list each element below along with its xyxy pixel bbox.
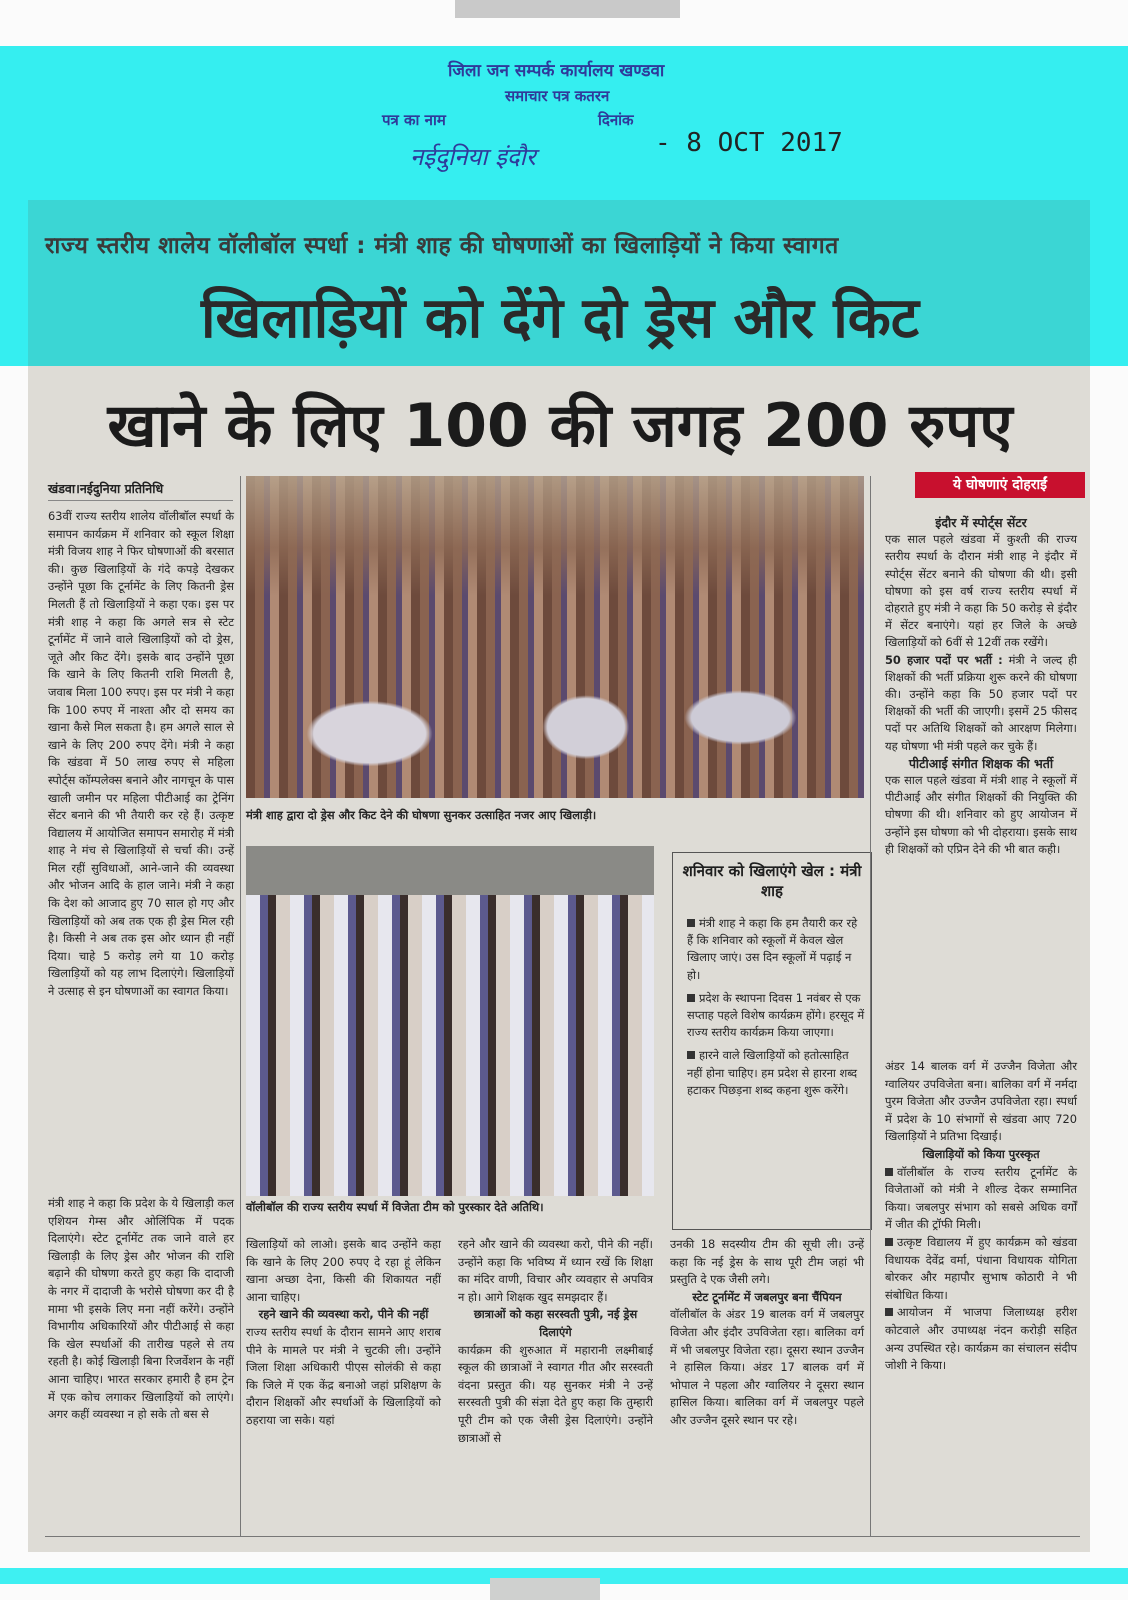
column-1-text: 63वीं राज्य स्तरीय शालेय वॉलीबॉल स्पर्धा के समापन कार्यक्रम में शनिवार को स्कूल शिक्षा मंत्री विजय शाह ने फिर घोषणाओं की बरसात की। कुछ खिलाड़ियों के गंदे कपड़े देखकर उन्होंने पूछा कि टूर्नामेंट के लिए कितनी ड्रेस मिलती हैं तो खिलाड़ियों ने कहा एक। इस पर मंत्री शाह ने कहा कि अगले सत्र से स्टेट टूर्नामेंट में जाने वाले खिलाड़ियों को दो ड्रेस, जूते और किट देंगे। इसके बाद उन्होंने पूछा कि खाने के लिए कितनी राशि मिलती है, जवाब मिला 100 रुपए। इस पर मंत्री ने कहा कि 100 रुपए में नाश्ता और दो समय का खाना कैसे मिल सकता है। हम अगले साल से खाने के लिए 200 रुपए देंगे। मंत्री ने कहा कि खंडवा में 50 लाख रुपए से महिला स्पोर्ट्स कॉम्पलेक्स बनाने और नागचून के पास खाली जमीन पर महिला पीटीआई का ट्रेनिंग सेंटर बनाने की भी तैयारी कर रहे हैं। उत्कृष्ट विद्यालय में आयोजित समापन समारोह में मंत्री शाह ने मंच से खिलाड़ियों से चर्चा की। उन्हें मिल रहीं सुविधाओं, आने-जाने की व्यवस्था और भोजन आदि के हाल जाने। मंत्री ने कहा कि देश को आजाद हुए 70 साल हो गए और खिलाड़ियों को अब तक एक ही ड्रेस मिल रही है। किसी ने अब तक इस ओर ध्यान ही नहीं दिया। चाहे 5 करोड़ लगे या 10 करोड़ खिलाड़ियों को यह लाभ दिलाएंगे। खिलाड़ियों ने उत्साह से इन घोषणाओं का स्वागत किया। — [48, 509, 234, 999]
photo-award-ceremony — [246, 846, 654, 1196]
column-4-text-b: कार्यक्रम की शुरुआत में महारानी लक्ष्मीबाई स्कूल की छात्राओं ने स्वागत गीत और सरस्वती वंदना प्रस्तुत की। यह सुनकर मंत्री ने उन्हें सरस्वती पुत्री की संज्ञा देते हुए कहा कि तुम्हारी पूरी टीम को एक जैसी ड्रेस दिलाएंगे। उन्होंने छात्राओं से — [458, 1342, 653, 1445]
sidebar-subhead-3: पीटीआई संगीत शिक्षक की भर्ती — [908, 755, 1054, 771]
column-5-text: उनकी 18 सदस्यीय टीम की सूची ली। उन्हें कहा कि नई ड्रेस के साथ पूरी टीम जहां भी प्रस्तुति दे एक जैसी लगे। — [670, 1237, 864, 1287]
column-6-text: अंडर 14 बालक वर्ग में उज्जैन विजेता और ग्वालियर उपविजेता बना। बालिका वर्ग में नर्मदा पुरम विजेता और उज्जैन उपविजेता रहा। स्पर्धा में प्रदेश के 10 संभागों से खंडवा आए 720 खिलाड़ियों ने प्रतिभा दिखाई। — [885, 1059, 1077, 1144]
bullet-square-icon — [885, 1238, 893, 1246]
sidebar-column — [885, 514, 1077, 858]
column-3-text: खिलाड़ियों को लाओ। इसके बाद उन्होंने कहा कि खाने के लिए 200 रुपए दे रहा हूं लेकिन खाना अच्छा देना, किसी की शिकायत नहीं आना चाहिए। — [246, 1237, 441, 1304]
sidebar-text-3: एक साल पहले खंडवा में मंत्री शाह ने स्कूलों में पीटीआई और संगीत शिक्षकों की नियुक्ति की घोषणा की थी। शनिवार को हुए आयोजन में उन्होंने इस घोषणा को भी दोहराया। इसके साथ ही शिक्षकों को एप्रिन देने की भी बात कही। — [885, 773, 1077, 856]
bullet-square-icon — [885, 1308, 893, 1316]
sidebar-subhead-1: इंदौर में स्पोर्ट्स सेंटर — [935, 515, 1027, 530]
photo-cheering-players — [246, 476, 864, 798]
stamp-date: - 8 OCT 2017 — [655, 128, 843, 158]
column-3 — [246, 1236, 441, 1430]
photo2-caption: वॉलीबॉल की राज्य स्तरीय स्पर्धा में विजेता टीम को पुरस्कार देते अतिथि। — [246, 1200, 544, 1214]
column-4-text: रहने और खाने की व्यवस्था करो, पीने की नहीं। उन्होंने कहा कि भविष्य में ध्यान रखें कि शिक्षा का मंदिर वाणी, विचार और व्यवहार से अपवित्र न हो। आगे शिक्षक खुद समझदार हैं। — [458, 1237, 653, 1304]
bottom-rule — [45, 1536, 1080, 1537]
info-box-list — [687, 915, 865, 1105]
column-5 — [670, 1236, 864, 1430]
dateline: खंडवा।नईदुनिया प्रतिनिधि — [48, 480, 233, 501]
column-6 — [885, 1058, 1077, 1375]
sidebar-lead-2: 50 हजार पदों पर भर्ती : — [885, 652, 1003, 667]
column-2-text: मंत्री शाह ने कहा कि प्रदेश के ये खिलाड़ी कल एशियन गेम्स और ओलिंपिक में पदक दिलाएंगे। स्टेट टूर्नामेंट तक जाने वाले हर खिलाड़ी के लिए ड्रेस और भोजन की राशि बढ़ाने की घोषणा करते हुए कहा कि दादाजी के नगर में दादाजी के भरोसे घोषणा कर दी है मामा भी इसके लिए मना नहीं करेंगे। उन्होंने विभागीय अधिकारियों और पीटीआई से कहा कि खेल स्पर्धाओं की तारीख पहले से तय रहती है। कोई खिलाड़ी बिना रिजर्वेशन के नहीं आना चाहिए। भारत सरकार हमारी है हम ट्रेन में एक कोच लगाकर खिलाड़ियों को लाएंगे। अगर कहीं व्यवस्था न हो सके तो बस से — [48, 1196, 234, 1422]
bullet-square-icon — [687, 919, 695, 927]
scanner-tab-top — [455, 0, 680, 18]
column-6-item: उत्कृष्ट विद्यालय में हुए कार्यक्रम को खंडवा विधायक देवेंद्र वर्मा, पंधाना विधायक योगिता बोरकर और महापौर सुभाष कोठारी ने भी संबोधित किया। — [885, 1234, 1077, 1302]
stamp-clipping: समाचार पत्र कतरन — [505, 87, 610, 105]
column-6-subhead: खिलाड़ियों को किया पुरस्कृत — [922, 1146, 1040, 1161]
column-4 — [458, 1236, 653, 1447]
stamp-paper-label: पत्र का नाम — [382, 111, 446, 129]
column-5-text-b: वॉलीबॉल के अंडर 19 बालक वर्ग में जबलपुर विजेता और इंदौर उपविजेता रहा। बालिका वर्ग में भी जबलपुर विजेता रहा। दूसरा स्थान उज्जैन ने हासिल किया। अंडर 17 बालक वर्ग में भोपाल ने पहला और ग्वालियर ने दूसरा स्थान हासिल किया। बालिका वर्ग में जबलपुर पहले और उज्जैन दूसरे स्थान पर रहे। — [670, 1307, 864, 1427]
article-subheadline: खाने के लिए 100 की जगह 200 रुपए — [107, 391, 1013, 461]
column-6-item: वॉलीबॉल के राज्य स्तरीय टूर्नामेंट के विजेताओं को मंत्री ने शील्ड देकर सम्मानित किया। जबलपुर संभाग को सबसे अधिक वर्गों में जीत की ट्रॉफी मिली। — [885, 1164, 1077, 1232]
column-4-subhead: छात्राओं को कहा सरस्वती पुत्री, नई ड्रेस दिलाएंगे — [473, 1307, 638, 1339]
sidebar-text-1: एक साल पहले खंडवा में कुश्ती की राज्य स्तरीय स्पर्धा के दौरान मंत्री शाह ने इंदौर में स्पोर्ट्स सेंटर बनाने की घोषणा की थी। इसी घोषणा को इस वर्ष राज्य स्तरीय स्पर्धा में दोहराते हुए मंत्री ने कहा कि 50 करोड़ से इंदौर में सेंटर बनाएंगे। यहां हर जिले के अच्छे खिलाड़ियों को 6वीं से 12वीं तक रखेंगे। — [885, 532, 1077, 650]
column-5-subhead: स्टेट टूर्नामेंट में जबलपुर बना चैंपियन — [692, 1289, 842, 1304]
info-box — [672, 852, 872, 1230]
column-3-subhead: रहने खाने की व्यवस्था करो, पीने की नहीं — [258, 1307, 429, 1322]
info-box-item: प्रदेश के स्थापना दिवस 1 नवंबर से एक सप्ताह पहले विशेष कार्यक्रम होंगे। हरसूद में राज्य स्तरीय कार्यक्रम किया जाएगा। — [687, 990, 865, 1040]
stamp-date-label: दिनांक — [598, 111, 634, 129]
bullet-square-icon — [885, 1168, 893, 1176]
bullet-square-icon — [687, 994, 695, 1002]
info-box-item: मंत्री शाह ने कहा कि हम तैयारी कर रहे हैं कि शनिवार को स्कूलों में केवल खेल खिलाए जाएं। उस दिन स्कूलों में पढ़ाई न हो। — [687, 916, 858, 982]
article-headline: खिलाड़ियों को देंगे दो ड्रेस और किट — [201, 286, 919, 351]
info-box-item: हारने वाले खिलाड़ियों को हतोत्साहित नहीं होना चाहिए। हम प्रदेश से हारना शब्द हटाकर पिछड़ना शब्द कहना शुरू करेंगे। — [687, 1048, 858, 1097]
scanner-tab-bottom — [490, 1578, 600, 1600]
bullet-square-icon — [687, 1051, 695, 1059]
stamp-paper-name: नईदुनिया इंदौर — [410, 143, 536, 171]
column-divider — [240, 476, 241, 1536]
sidebar-band: ये घोषणाएं दोहराईं — [915, 472, 1085, 498]
sidebar-text-2: मंत्री ने जल्द ही शिक्षकों की भर्ती प्रक्रिया शुरू करने की घोषणा की। उन्होंने कहा कि 50 हजार पदों पर शिक्षकों की भर्ती की जाएगी। इसमें 25 फीसद पदों पर अतिथि शिक्षकों को आरक्षण मिलेगा। यह घोषणा भी मंत्री पहले कर चुके हैं। — [885, 652, 1077, 753]
article-kicker: राज्य स्तरीय शालेय वॉलीबॉल स्पर्धा : मंत्री शाह की घोषणाओं का खिलाड़ियों ने किया स्वागत — [45, 233, 839, 259]
column-3-text-b: राज्य स्तरीय स्पर्धा के दौरान सामने आए शराब पीने के मामले पर मंत्री ने चुटकी ली। उन्होंने जिला शिक्षा अधिकारी पीएस सोलंकी से कहा कि जिले में एक केंद्र बनाओ जहां प्रशिक्षण के दौरान शिक्षकों और स्पर्धाओं के खिलाड़ियों को ठहराया जा सके। यहां — [246, 1324, 441, 1427]
column-6-item: आयोजन में भाजपा जिलाध्यक्ष हरीश कोटवाले और उपाध्यक्ष नंदन करोड़ी सहित अन्य उपस्थित रहे। कार्यक्रम का संचालन संदीप जोशी ने किया। — [885, 1305, 1077, 1373]
stamp-office: जिला जन सम्पर्क कार्यालय खण्डवा — [448, 61, 665, 81]
info-box-title: शनिवार को खिलाएंगे खेल : मंत्री शाह — [682, 862, 862, 900]
photo1-caption: मंत्री शाह द्वारा दो ड्रेस और किट देने की घोषणा सुनकर उत्साहित नजर आए खिलाड़ी। — [246, 808, 597, 822]
column-divider — [870, 476, 871, 1536]
